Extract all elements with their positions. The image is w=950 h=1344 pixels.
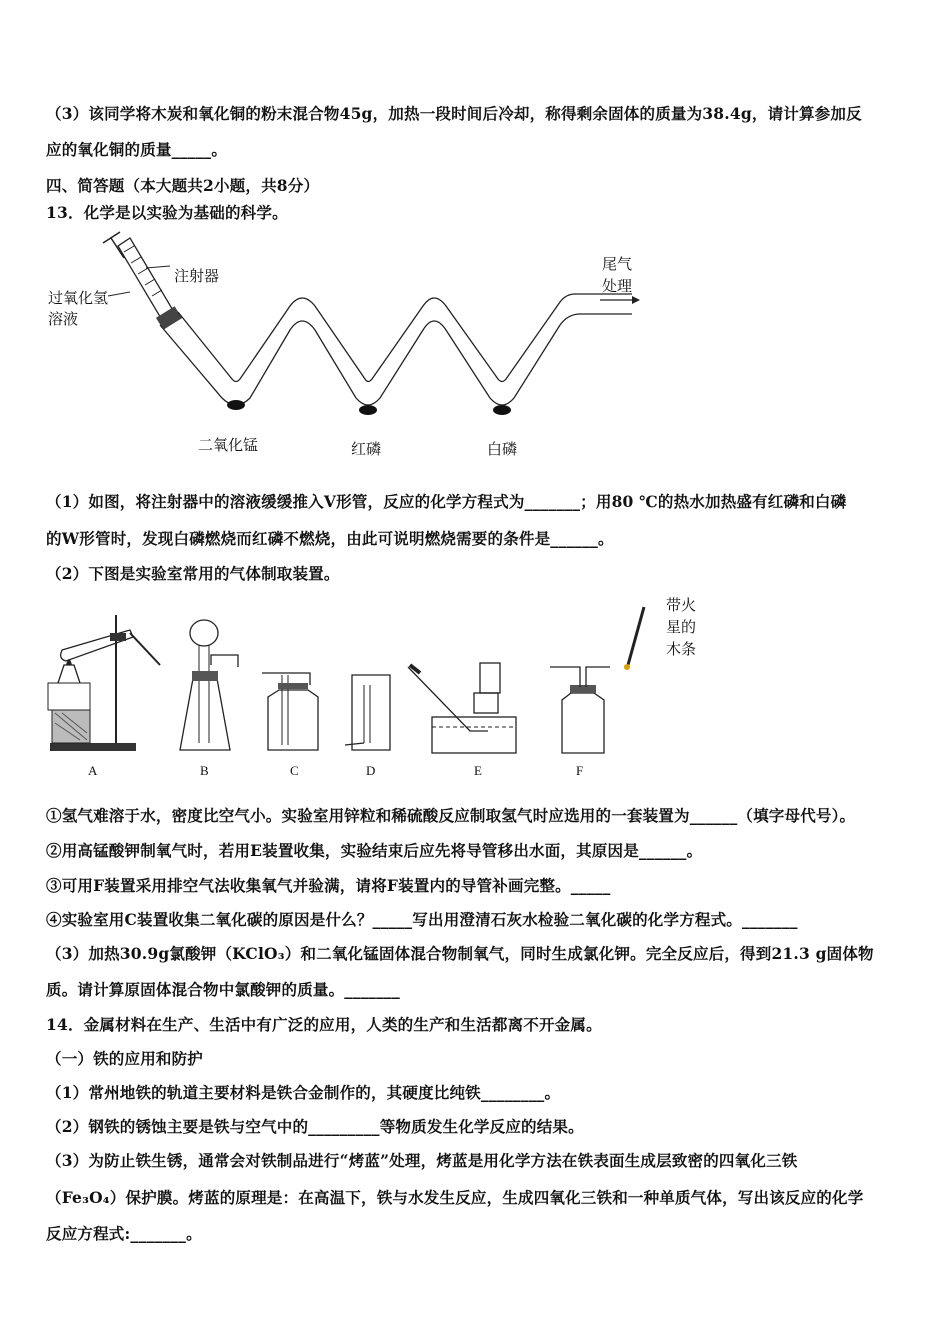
syringe-label: 注射器 [174, 267, 220, 285]
text-line: 应的氧化铜的质量_____。 [46, 140, 228, 159]
text-line: （2）钢铁的锈蚀主要是铁与空气中的_________等物质发生化学反应的结果。 [46, 1117, 584, 1136]
exhaust-label: 尾气 [602, 255, 633, 273]
section-heading: 四、简答题（本大题共2小题，共8分） [46, 176, 320, 195]
splint-label: 木条 [666, 640, 697, 658]
mno2-sample [227, 400, 245, 410]
text-line: ④实验室用C装置收集二氧化碳的原因是什么？_____写出用澄清石灰水检验二氧化碳的化学方程式。_______ [46, 910, 798, 929]
apparatus-c [262, 673, 318, 750]
text-line: （3）为防止铁生锈，通常会对铁制品进行“烤蓝”处理，烤蓝是用化学方法在铁表面生成层致密的四氧化三铁 [46, 1151, 798, 1170]
apparatus-a [48, 615, 160, 751]
text-line: （3）加热30.9g氯酸钾（KClO₃）和二氧化锰固体混合物制氧气，同时生成氯化钾。完全反应后，得到21.3 g固体物 [46, 944, 874, 963]
text-line: （3）该同学将木炭和氧化铜的粉末混合物45g，加热一段时间后冷却，称得剩余固体的质量为38.4g，请计算参加反 [46, 104, 862, 123]
apparatus-d [345, 675, 390, 750]
text-line: （1）常州地铁的轨道主要材料是铁合金制作的，其硬度比纯铁________。 [46, 1083, 561, 1102]
subsection-heading: （一）铁的应用和防护 [46, 1049, 204, 1068]
apparatus-b [180, 620, 238, 750]
text-line: ①氢气难溶于水，密度比空气小。实验室用锌粒和稀硫酸反应制取氢气时应选用的一套装置为______（填字母代号）。 [46, 806, 856, 825]
exhaust-label: 处理 [602, 277, 633, 295]
apparatus-label: F [576, 763, 584, 778]
text-line: 质。请计算原固体混合物中氯酸钾的质量。_______ [46, 980, 400, 999]
apparatus-label: A [88, 763, 98, 778]
splint [628, 607, 644, 665]
white-phosphorus-sample [493, 405, 511, 415]
text-line: （1）如图，将注射器中的溶液缓缓推入V形管，反应的化学方程式为_______；用80 ℃的热水加热盛有红磷和白磷 [46, 492, 847, 511]
solution-label: 过氧化氢 [48, 289, 109, 307]
red-phosphorus-sample [359, 405, 377, 415]
syringe [103, 232, 182, 330]
apparatus-label: E [474, 763, 482, 778]
splint-label: 星的 [666, 618, 697, 636]
text-line: 的W形管时，发现白磷燃烧而红磷不燃烧，由此可说明燃烧需要的条件是______。 [46, 529, 614, 548]
white-phosphorus-label: 白磷 [487, 440, 518, 458]
apparatus-label: C [290, 763, 299, 778]
question-14-title: 14．金属材料在生产、生活中有广泛的应用，人类的生产和生活都离不开金属。 [46, 1015, 602, 1034]
text-line: ③可用F装置采用排空气法收集氧气并验满，请将F装置内的导管补画完整。_____ [46, 876, 611, 895]
arrow-right-icon [632, 296, 640, 304]
text-line: ②用高锰酸钾制氧气时，若用E装置收集，实验结束后应先将导管移出水面，其原因是______。 [46, 841, 703, 860]
text-line: 反应方程式:_______。 [46, 1224, 202, 1243]
glowing-tip-icon [624, 664, 630, 670]
apparatus-diagram [0, 595, 950, 795]
question-13-title: 13．化学是以实验为基础的科学。 [46, 203, 288, 222]
solution-label: 溶液 [48, 310, 79, 328]
text-line: （2）下图是实验室常用的气体制取装置。 [46, 564, 340, 583]
apparatus-label: D [366, 763, 376, 778]
apparatus-e [408, 663, 516, 753]
apparatus-label: B [200, 763, 209, 778]
apparatus-f [550, 667, 610, 753]
splint-label: 带火 [666, 596, 697, 614]
red-phosphorus-label: 红磷 [351, 440, 382, 458]
text-line: （Fe₃O₄）保护膜。烤蓝的原理是：在高温下，铁与水发生反应，生成四氧化三铁和一种单质气体，写出该反应的化学 [46, 1188, 864, 1207]
w-tube-diagram [0, 0, 950, 480]
mno2-label: 二氧化锰 [198, 436, 259, 454]
